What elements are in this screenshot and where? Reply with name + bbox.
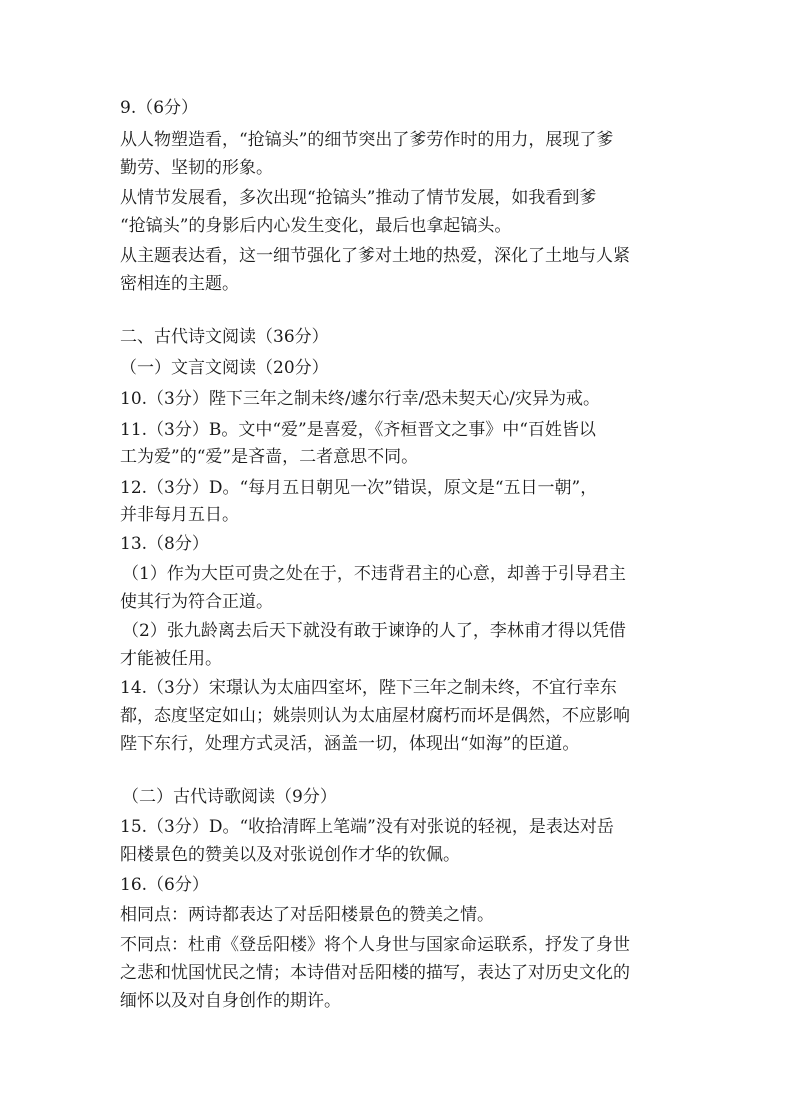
q13-header: 13.（8分） (120, 534, 209, 554)
q15-answer-line-1: 15.（3分）D。“收拾清晖上笔端”没有对张说的轻视，是表达对岳 (120, 817, 614, 837)
subsection-2-title: （二）古代诗歌阅读（9分） (122, 787, 337, 807)
q16-difference-line-1: 不同点：杜甫《登岳阳楼》将个人身世与国家命运联系，抒发了身世 (120, 935, 630, 955)
q16-difference-line-2: 之悲和忧国忧民之情；本诗借对岳阳楼的描写，表达了对历史文化的 (120, 963, 630, 983)
q14-answer-line-1: 14.（3分）宋璟认为太庙四室坏，陛下三年之制未终，不宜行幸东 (120, 678, 617, 698)
q16-same-point: 相同点：两诗都表达了对岳阳楼景色的赞美之情。 (120, 905, 494, 925)
q12-answer-line-2: 并非每月五日。 (120, 505, 239, 525)
q10-answer: 10.（3分）陛下三年之制未终/遽尔行幸/恐未契天心/灾异为戒。 (120, 389, 601, 409)
q9-paragraph-1-line-2: 勤劳、坚韧的形象。 (120, 158, 273, 178)
q16-header: 16.（6分） (120, 875, 209, 895)
q9-paragraph-3-line-2: 密相连的主题。 (120, 274, 239, 294)
q15-answer-line-2: 阳楼景色的赞美以及对张说创作才华的钦佩。 (120, 845, 460, 865)
q13-part-2-line-2: 才能被任用。 (120, 649, 222, 669)
q13-part-1-line-1: （1）作为大臣可贵之处在于，不违背君主的心意，却善于引导君主 (122, 564, 626, 584)
q13-part-2-line-1: （2）张九龄离去后天下就没有敢于谏诤的人了，李林甫才得以凭借 (122, 621, 626, 641)
q16-difference-line-3: 缅怀以及对自身创作的期许。 (120, 991, 341, 1011)
q9-paragraph-2-line-2: “抢镐头”的身影后内心发生变化，最后也拿起镐头。 (120, 216, 512, 236)
q9-paragraph-1-line-1: 从人物塑造看，“抢镐头”的细节突出了爹劳作时的用力，展现了爹 (120, 130, 614, 150)
subsection-1-title: （一）文言文阅读（20分） (120, 358, 329, 378)
section-2-title: 二、古代诗文阅读（36分） (120, 327, 329, 347)
q9-header: 9.（6分） (120, 98, 199, 118)
q14-answer-line-2: 都，态度坚定如山；姚崇则认为太庙屋材腐朽而坏是偶然，不应影响 (120, 706, 630, 726)
q12-answer-line-1: 12.（3分）D。“每月五日朝见一次”错误，原文是“五日一朝”， (120, 478, 598, 498)
q9-paragraph-3-line-1: 从主题表达看，这一细节强化了爹对土地的热爱，深化了土地与人紧 (120, 246, 630, 266)
q14-answer-line-3: 陛下东行，处理方式灵活，涵盖一切，体现出“如海”的臣道。 (120, 734, 580, 754)
q11-answer-line-1: 11.（3分）B。文中“爱”是喜爱，《齐桓晋文之事》中“百姓皆以 (120, 420, 596, 440)
q13-part-1-line-2: 使其行为符合正道。 (120, 592, 273, 612)
q9-paragraph-2-line-1: 从情节发展看，多次出现“抢镐头”推动了情节发展，如我看到爹 (120, 188, 597, 208)
q11-answer-line-2: 工为爱”的“爱”是吝啬，二者意思不同。 (120, 447, 419, 467)
